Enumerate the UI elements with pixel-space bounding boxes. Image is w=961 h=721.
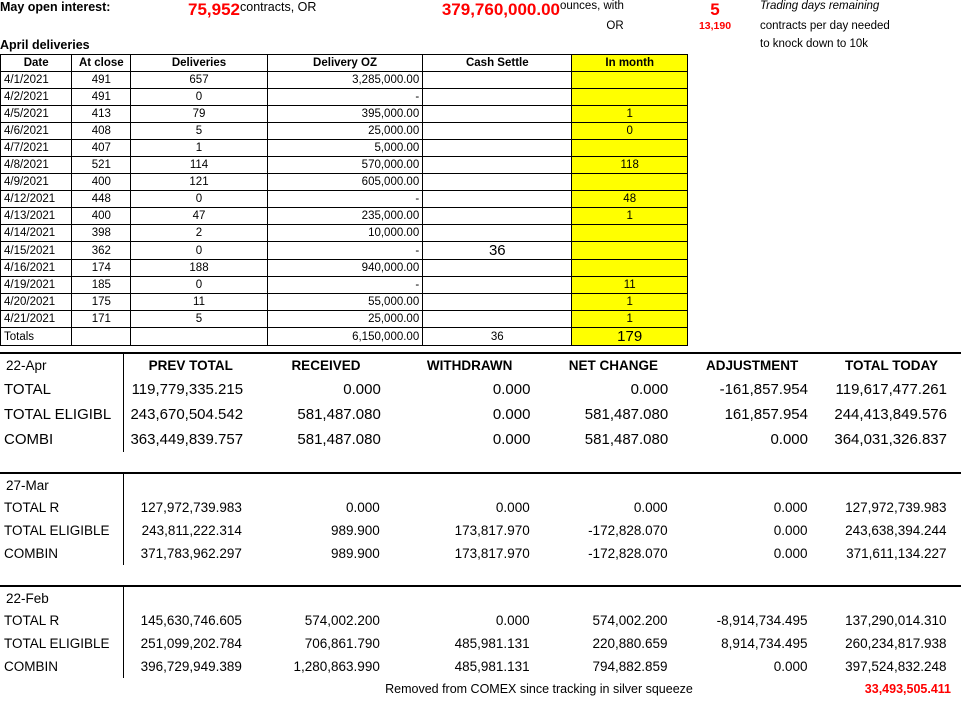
cell-in-month: 1 xyxy=(572,208,688,225)
cell-prev-total: 396,729,949.389 xyxy=(124,655,256,678)
footer-note: Removed from COMEX since tracking in silver squeeze xyxy=(385,682,693,696)
table-row xyxy=(1,225,688,242)
cell-at-close: 521 xyxy=(72,157,131,174)
cell-at-close: 408 xyxy=(72,123,131,140)
cell-deliveries: 114 xyxy=(131,157,268,174)
cell-net-change: 794,882.859 xyxy=(592,659,668,674)
cell-received: 581,487.080 xyxy=(297,406,381,423)
cell-at-close: 175 xyxy=(72,294,131,311)
table-row xyxy=(1,72,688,89)
section-mar xyxy=(0,474,961,565)
days-remaining-value: 5 xyxy=(710,0,720,19)
table-row xyxy=(1,294,688,311)
col-at-close: At close xyxy=(72,55,131,72)
table-row xyxy=(1,157,688,174)
table-row xyxy=(0,542,961,565)
cell-in-month xyxy=(572,225,688,242)
cell-in-month: 0 xyxy=(572,123,688,140)
cell-net-change: 581,487.080 xyxy=(584,431,669,448)
cell-cash-settle xyxy=(423,72,572,89)
cell-net-change: 220,880.659 xyxy=(592,636,668,651)
cell-net-change: -172,828.070 xyxy=(588,546,668,561)
table-row xyxy=(1,311,688,328)
cell-deliveries: 188 xyxy=(131,260,268,277)
cell-total-today: 119,617,477.261 xyxy=(835,381,947,398)
cell-delivery-oz: 25,000.00 xyxy=(267,311,422,328)
table-row xyxy=(0,519,961,542)
cell-date: 4/20/2021 xyxy=(1,294,72,311)
cell-adjustment: 0.000 xyxy=(773,523,808,538)
col-deliveries: Deliveries xyxy=(131,55,268,72)
deliveries-header-row xyxy=(1,55,688,72)
cell-at-close: 362 xyxy=(72,242,131,260)
cell-adjustment: -8,914,734.495 xyxy=(716,613,808,628)
col-total-today: TOTAL TODAY xyxy=(844,358,939,373)
cell-deliveries: 5 xyxy=(131,311,268,328)
table-row xyxy=(1,260,688,277)
cell-totals-oz: 6,150,000.00 xyxy=(267,328,422,346)
note-line-1: Trading days remaining xyxy=(760,0,880,12)
open-interest-value: 75,952 xyxy=(188,0,240,19)
cell-deliveries: 1 xyxy=(131,140,268,157)
cell-deliveries: 79 xyxy=(131,106,268,123)
cell-adjustment: 0.000 xyxy=(773,546,808,561)
cell-at-close: 185 xyxy=(72,277,131,294)
cell-delivery-oz: 10,000.00 xyxy=(267,225,422,242)
note-line-2: contracts per day needed xyxy=(760,20,890,32)
cell-withdrawn: 0.000 xyxy=(492,431,531,448)
cell-adjustment: 161,857.954 xyxy=(724,406,808,423)
cell-adjustment: -161,857.954 xyxy=(719,381,808,398)
cell-prev-total: 145,630,746.605 xyxy=(124,609,256,632)
cell-deliveries: 2 xyxy=(131,225,268,242)
cell-date: 4/19/2021 xyxy=(1,277,72,294)
table-row xyxy=(1,174,688,191)
cell-at-close: 413 xyxy=(72,106,131,123)
cell-cash-settle xyxy=(423,225,572,242)
cell-cash-settle xyxy=(423,260,572,277)
cell-date: 4/12/2021 xyxy=(1,191,72,208)
table-row xyxy=(0,496,961,519)
cell-deliveries: 121 xyxy=(131,174,268,191)
table-row xyxy=(1,277,688,294)
cell-total-today: 260,234,817.938 xyxy=(845,636,947,651)
apr-spacer xyxy=(0,452,961,474)
cell-net-change: 574,002.200 xyxy=(592,613,668,628)
cell-cash-settle: 36 xyxy=(423,242,572,260)
cell-date: 4/2/2021 xyxy=(1,89,72,106)
table-row xyxy=(1,208,688,225)
cell-prev-total: 371,783,962.297 xyxy=(124,542,256,565)
col-prev-total: PREV TOTAL xyxy=(124,353,257,377)
col-in-month: In month xyxy=(572,55,688,72)
april-deliveries-label: April deliveries xyxy=(0,38,90,52)
cell-row-label: COMBIN xyxy=(4,659,58,674)
cell-date: 4/7/2021 xyxy=(1,140,72,157)
cell-net-change: 581,487.080 xyxy=(584,406,669,423)
cell-received: 989.900 xyxy=(331,546,380,561)
cell-row-label: TOTAL R xyxy=(4,613,60,628)
cell-in-month: 48 xyxy=(572,191,688,208)
cell-cash-settle xyxy=(423,294,572,311)
cell-net-change: -172,828.070 xyxy=(588,523,668,538)
cell-row-label: TOTAL R xyxy=(4,500,60,515)
cell-prev-total: 243,811,222.314 xyxy=(124,519,256,542)
cell-deliveries: 47 xyxy=(131,208,268,225)
cell-cash-settle xyxy=(423,277,572,294)
col-withdrawn: WITHDRAWN xyxy=(426,358,513,373)
cell-row-label: TOTAL ELIGIBLE xyxy=(4,523,110,538)
cell-withdrawn: 0.000 xyxy=(495,613,530,628)
cell-date: 4/9/2021 xyxy=(1,174,72,191)
cell-in-month xyxy=(572,260,688,277)
ounces-value: 379,760,000.00 xyxy=(441,0,560,19)
cell-in-month: 1 xyxy=(572,294,688,311)
section-apr xyxy=(0,352,961,452)
cell-row-label: TOTAL ELIGIBL xyxy=(4,406,112,423)
totals-row xyxy=(1,328,688,346)
cell-cash-settle xyxy=(423,311,572,328)
cell-withdrawn: 485,981.131 xyxy=(454,636,530,651)
cell-withdrawn: 0.000 xyxy=(495,500,530,515)
cell-date: 4/5/2021 xyxy=(1,106,72,123)
cell-cash-settle xyxy=(423,191,572,208)
cell-cash-settle xyxy=(423,208,572,225)
cell-in-month: 1 xyxy=(572,106,688,123)
cell-at-close: 491 xyxy=(72,72,131,89)
table-row xyxy=(1,123,688,140)
cell-received: 0.000 xyxy=(343,381,381,398)
cell-cash-settle xyxy=(423,157,572,174)
cell-in-month xyxy=(572,89,688,106)
cell-received: 574,002.200 xyxy=(304,613,380,628)
cell-date: 4/8/2021 xyxy=(1,157,72,174)
cell-deliveries: 11 xyxy=(131,294,268,311)
cell-withdrawn: 0.000 xyxy=(492,381,531,398)
section-feb xyxy=(0,587,961,678)
cell-date: 4/6/2021 xyxy=(1,123,72,140)
cell-delivery-oz: 940,000.00 xyxy=(267,260,422,277)
cell-cash-settle xyxy=(423,106,572,123)
mar-spacer xyxy=(0,565,961,587)
cell-received: 1,280,863.990 xyxy=(293,659,380,674)
cell-delivery-oz: 570,000.00 xyxy=(267,157,422,174)
cell-totals-at-close xyxy=(72,328,131,346)
cell-deliveries: 0 xyxy=(131,277,268,294)
cell-total-today: 127,972,739.983 xyxy=(845,500,947,515)
cell-adjustment: 0.000 xyxy=(770,431,808,448)
cell-in-month xyxy=(572,174,688,191)
cell-in-month: 1 xyxy=(572,311,688,328)
cell-in-month: 11 xyxy=(572,277,688,294)
cell-at-close: 174 xyxy=(72,260,131,277)
table-row xyxy=(1,140,688,157)
table-row xyxy=(1,89,688,106)
cell-delivery-oz: - xyxy=(267,277,422,294)
cell-prev-total: 127,972,739.983 xyxy=(124,496,256,519)
cell-deliveries: 0 xyxy=(131,89,268,106)
cell-deliveries: 0 xyxy=(131,191,268,208)
cell-delivery-oz: 5,000.00 xyxy=(267,140,422,157)
table-row xyxy=(0,609,961,632)
cell-adjustment: 0.000 xyxy=(773,500,808,515)
cell-prev-total: 119,779,335.215 xyxy=(124,377,257,402)
cell-row-label: TOTAL xyxy=(4,381,51,398)
cell-net-change: 0.000 xyxy=(633,500,668,515)
cell-row-label: TOTAL ELIGIBLE xyxy=(4,636,110,651)
footer-value: 33,493,505.411 xyxy=(864,682,951,696)
cell-total-today: 371,611,134.227 xyxy=(846,546,947,561)
table-row xyxy=(1,242,688,260)
cell-withdrawn: 485,981.131 xyxy=(454,659,530,674)
cell-date: 4/1/2021 xyxy=(1,72,72,89)
mar-date-label: 27-Mar xyxy=(6,477,49,493)
cell-deliveries: 657 xyxy=(131,72,268,89)
cell-total-today: 364,031,326.837 xyxy=(834,431,947,448)
cell-received: 0.000 xyxy=(346,500,380,515)
cell-date: 4/16/2021 xyxy=(1,260,72,277)
cell-totals-deliveries xyxy=(131,328,268,346)
cell-cash-settle xyxy=(423,123,572,140)
table-row xyxy=(0,427,961,452)
contracts-or-label: contracts, OR xyxy=(240,0,317,14)
table-row xyxy=(0,632,961,655)
cell-received: 581,487.080 xyxy=(297,431,381,448)
table-row xyxy=(0,655,961,678)
cell-cash-settle xyxy=(423,89,572,106)
cell-at-close: 407 xyxy=(72,140,131,157)
table-row xyxy=(0,402,961,427)
cell-totals-cash: 36 xyxy=(423,328,572,346)
cell-in-month: 118 xyxy=(572,157,688,174)
cell-cash-settle xyxy=(423,174,572,191)
col-delivery-oz: Delivery OZ xyxy=(267,55,422,72)
cell-in-month xyxy=(572,72,688,89)
cell-delivery-oz: 55,000.00 xyxy=(267,294,422,311)
cell-date: 4/13/2021 xyxy=(1,208,72,225)
cell-adjustment: 8,914,734.495 xyxy=(721,636,808,651)
cell-deliveries: 5 xyxy=(131,123,268,140)
table-row xyxy=(1,106,688,123)
col-received: RECEIVED xyxy=(291,358,361,373)
cell-total-today: 243,638,394.244 xyxy=(845,523,947,538)
cell-delivery-oz: 235,000.00 xyxy=(267,208,422,225)
cell-net-change: 0.000 xyxy=(630,381,669,398)
cell-row-label: COMBI xyxy=(4,431,54,448)
apr-date-label: 22-Apr xyxy=(6,358,47,373)
cell-prev-total: 363,449,839.757 xyxy=(124,427,257,452)
table-row xyxy=(1,191,688,208)
open-interest-label: May open interest: xyxy=(0,0,111,14)
cell-in-month xyxy=(572,140,688,157)
cell-adjustment: 0.000 xyxy=(773,659,808,674)
cell-cash-settle xyxy=(423,140,572,157)
cell-date: 4/21/2021 xyxy=(1,311,72,328)
cell-date: 4/14/2021 xyxy=(1,225,72,242)
footer-block xyxy=(0,678,961,700)
cell-prev-total: 251,099,202.784 xyxy=(124,632,256,655)
cell-total-today: 244,413,849.576 xyxy=(834,406,947,423)
cell-delivery-oz: 395,000.00 xyxy=(267,106,422,123)
cell-at-close: 448 xyxy=(72,191,131,208)
cell-totals-in-month: 179 xyxy=(572,328,688,346)
cell-delivery-oz: - xyxy=(267,242,422,260)
cell-at-close: 400 xyxy=(72,174,131,191)
col-adjustment: ADJUSTMENT xyxy=(705,358,799,373)
cell-total-today: 397,524,832.248 xyxy=(845,659,947,674)
cell-deliveries: 0 xyxy=(131,242,268,260)
ounces-with-label: ounces, with xyxy=(560,0,624,12)
col-cash-settle: Cash Settle xyxy=(423,55,572,72)
header-block xyxy=(0,0,961,54)
cell-at-close: 491 xyxy=(72,89,131,106)
col-net-change: NET CHANGE xyxy=(568,358,658,373)
deliveries-table xyxy=(0,54,688,346)
note-line-3: to knock down to 10k xyxy=(760,38,869,50)
cell-at-close: 398 xyxy=(72,225,131,242)
table-row xyxy=(0,377,961,402)
cell-totals-label: Totals xyxy=(1,328,72,346)
cell-in-month xyxy=(572,242,688,260)
cell-at-close: 171 xyxy=(72,311,131,328)
col-date: Date xyxy=(1,55,72,72)
cell-withdrawn: 0.000 xyxy=(492,406,531,423)
cell-prev-total: 243,670,504.542 xyxy=(124,402,257,427)
cell-received: 706,861.790 xyxy=(304,636,380,651)
cell-row-label: COMBIN xyxy=(4,546,58,561)
days-remaining-sub: 13,190 xyxy=(698,20,732,32)
cell-withdrawn: 173,817.970 xyxy=(454,523,530,538)
cell-delivery-oz: 3,285,000.00 xyxy=(267,72,422,89)
feb-date-label: 22-Feb xyxy=(6,590,49,606)
cell-total-today: 137,290,014.310 xyxy=(845,613,947,628)
cell-delivery-oz: - xyxy=(267,89,422,106)
cell-delivery-oz: - xyxy=(267,191,422,208)
cell-withdrawn: 173,817.970 xyxy=(454,546,530,561)
or-label: OR xyxy=(606,20,624,32)
cell-date: 4/15/2021 xyxy=(1,242,72,260)
cell-received: 989.900 xyxy=(331,523,380,538)
cell-delivery-oz: 605,000.00 xyxy=(267,174,422,191)
cell-at-close: 400 xyxy=(72,208,131,225)
cell-delivery-oz: 25,000.00 xyxy=(267,123,422,140)
